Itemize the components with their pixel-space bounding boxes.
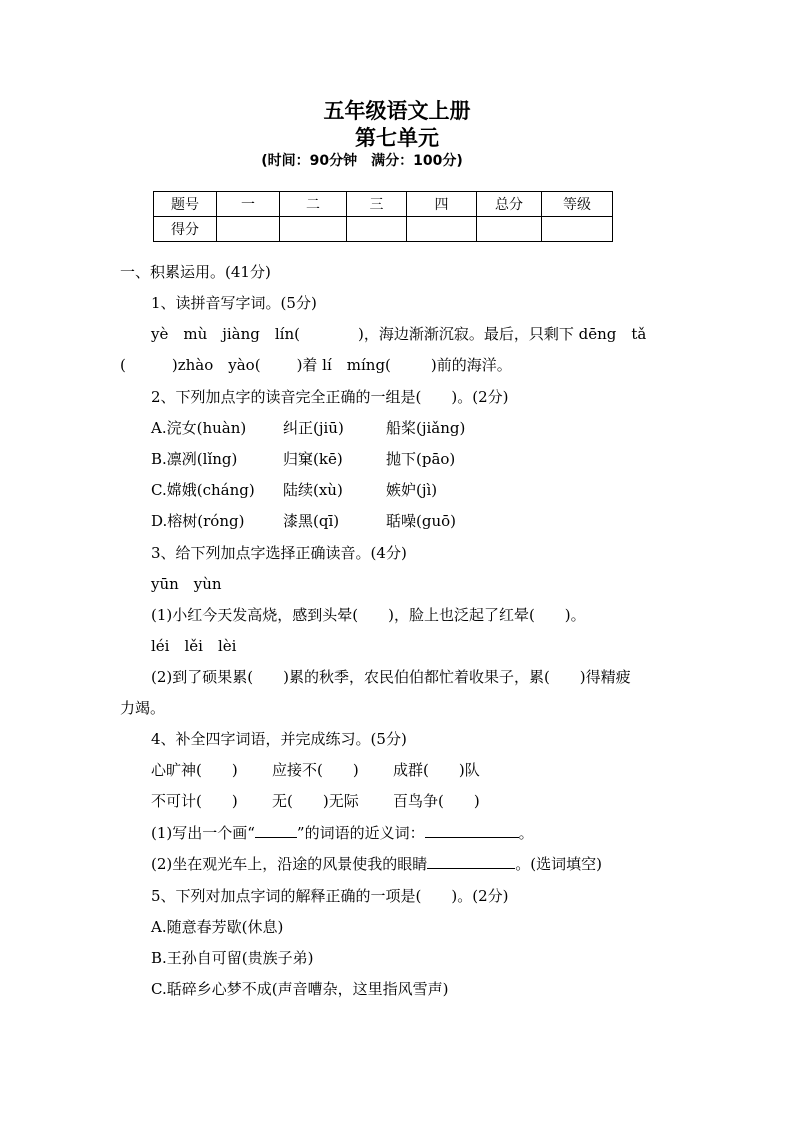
score-cell-section-1: 一 — [217, 192, 280, 217]
score-input-cell — [217, 217, 280, 242]
unit-title: 第七单元 — [355, 126, 439, 150]
question-line — [151, 324, 646, 344]
score-input-cell — [542, 217, 613, 242]
score-cell-section-3: 三 — [347, 192, 407, 217]
answer-blank[interactable] — [255, 823, 297, 838]
score-table-header-row — [154, 192, 613, 217]
option-a: A.浣女(huàn) 纠正(jiū) 船桨(jiǎng) — [151, 419, 466, 437]
question-prompt: 2、下列加点字的读音完全正确的一组是( )。(2分) — [151, 388, 509, 406]
pinyin-text: )着 lí míng( — [296, 356, 391, 374]
score-cell-section-4: 四 — [407, 192, 477, 217]
score-row-label: 得分 — [154, 217, 217, 242]
score-cell-total: 总分 — [477, 192, 542, 217]
sentence-text: ( — [120, 356, 126, 374]
question-sentence: 力竭。 — [120, 699, 166, 717]
question-prompt: 3、给下列加点字选择正确读音。(4分) — [151, 544, 407, 562]
question-prompt: 1、读拼音写字词。(5分) — [151, 294, 317, 312]
option-c: C.嫦娥(cháng) 陆续(xù) 嫉妒(jì) — [151, 481, 438, 499]
question-prompt: 5、下列对加点字词的解释正确的一项是( )。(2分) — [151, 887, 509, 905]
question-sentence: (1)小红今天发高烧，感到头晕( )，脸上也泛起了红晕( )。 — [151, 606, 586, 624]
score-table — [153, 191, 613, 242]
answer-blank[interactable] — [427, 854, 515, 869]
question-sentence: (2)坐在观光车上，沿途的风景使我的眼睛 。(选词填空) — [151, 855, 602, 873]
score-input-cell — [347, 217, 407, 242]
pinyin-options: yūn yùn — [151, 575, 222, 593]
exam-info: (时间：90分钟 满分：100分) — [261, 153, 463, 169]
question-sentence: (2)到了硕果累( )累的秋季，农民伯伯都忙着收果子，累( )得精疲 — [151, 668, 631, 686]
idiom-row: 心旷神( ) 应接不( ) 成群( )队 — [151, 761, 480, 779]
score-input-cell — [280, 217, 347, 242]
option-b: B.王孙自可留(贵族子弟) — [151, 949, 314, 967]
sentence-text: )，海边渐渐沉寂。最后，只剩下 dēng tǎ — [358, 325, 647, 343]
pinyin-text: yè mù jiàng lín( — [151, 325, 300, 343]
option-a: A.随意春芳歇(休息) — [151, 918, 284, 936]
option-c: C.聒碎乡心梦不成(声音嘈杂，这里指风雪声) — [151, 980, 449, 998]
score-table-score-row — [154, 217, 613, 242]
idiom-row: 不可计( ) 无( )无际 百鸟争( ) — [151, 792, 480, 810]
pinyin-text: )zhào yào( — [171, 356, 261, 374]
question-prompt: 4、补全四字词语，并完成练习。(5分) — [151, 730, 407, 748]
question-line — [120, 355, 512, 375]
question-sentence: (1)写出一个画“ ”的词语的近义词： 。 — [151, 824, 534, 842]
option-d: D.榕树(róng) 漆黑(qī) 聒噪(guō) — [151, 512, 456, 530]
score-input-cell — [407, 217, 477, 242]
score-cell-label: 题号 — [154, 192, 217, 217]
exam-title: 五年级语文上册 — [323, 99, 471, 123]
pinyin-options: léi lěi lèi — [151, 637, 237, 655]
score-cell-section-2: 二 — [280, 192, 347, 217]
score-cell-grade: 等级 — [542, 192, 613, 217]
option-b: B.凛冽(lǐng) 归窠(kē) 抛下(pāo) — [151, 450, 456, 468]
section-heading: 一、积累运用。(41分) — [120, 263, 271, 281]
sentence-text: )前的海洋。 — [430, 356, 512, 374]
answer-blank[interactable] — [425, 823, 519, 838]
score-input-cell — [477, 217, 542, 242]
